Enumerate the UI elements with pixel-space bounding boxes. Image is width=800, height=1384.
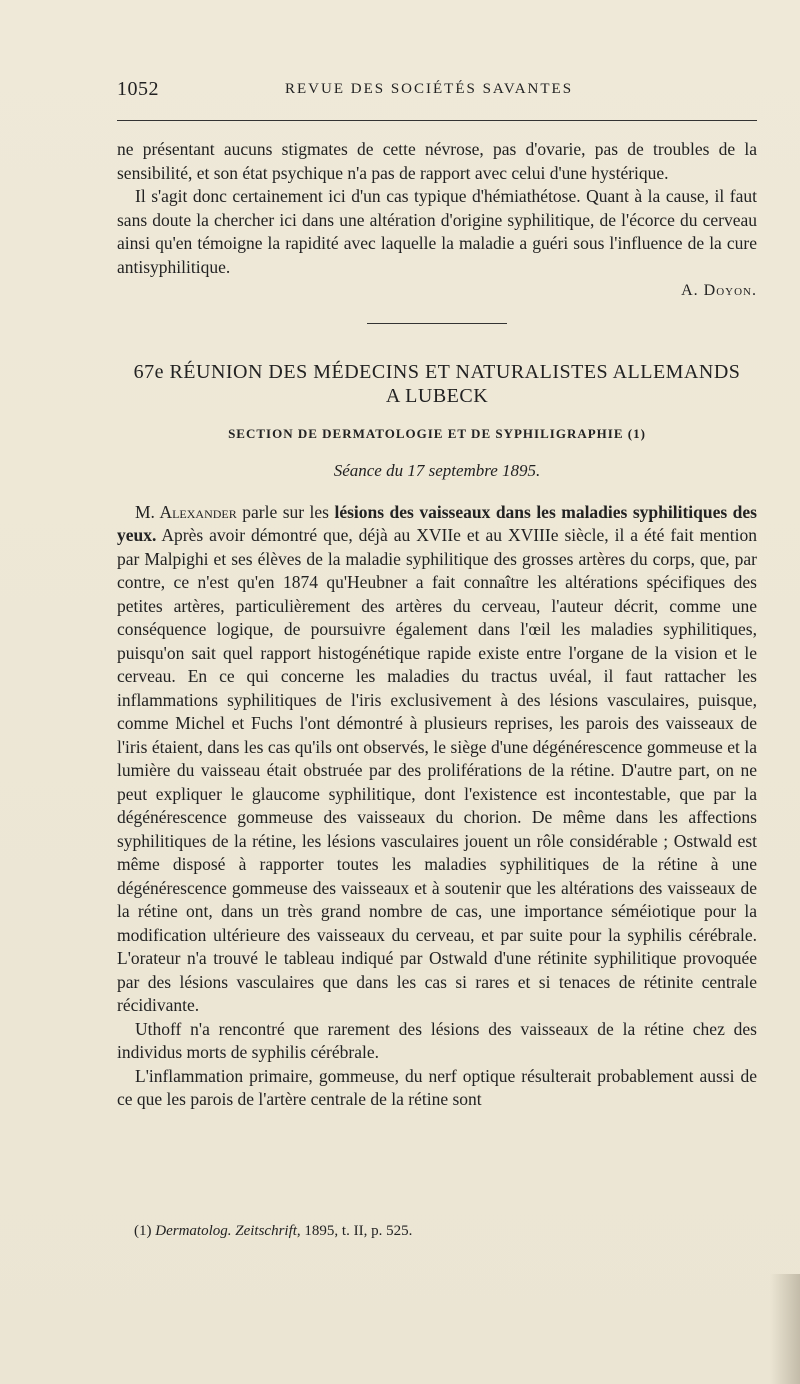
footnote	[134, 1223, 734, 1240]
section-title-line-1: 67e RÉUNION DES MÉDECINS ET NATURALISTES ALLEMANDS	[133, 360, 741, 383]
page-number: 1052	[117, 78, 159, 100]
footnote-journal: Dermatolog. Zeitschrift	[155, 1223, 297, 1239]
section-title-line-2: A LUBECK	[385, 384, 489, 407]
page-edge-shadow	[770, 1274, 800, 1384]
body-paragraph-3: L'inflammation primaire, gommeuse, du nerf optique résulterait probablement aussi de ce que les parois de l'artère centrale de la rétine sont	[117, 1065, 757, 1109]
text-column	[117, 138, 757, 1112]
section-subtitle: SECTION DE DERMATOLOGIE ET DE SYPHILIGRAPHIE (1)	[228, 425, 646, 441]
running-header	[117, 78, 757, 106]
author-signature: A. Doyon.	[681, 282, 757, 299]
section-divider	[367, 323, 507, 324]
footnote-reference: , 1895, t. II, p. 525.	[296, 1223, 413, 1239]
talk-topic: lésions des vaisseaux dans les maladies syphilitiques des yeux.	[117, 501, 757, 545]
speaker-verb: parle sur les	[236, 501, 335, 522]
section-title	[117, 360, 757, 408]
running-title: REVUE DES SOCIÉTÉS SAVANTES	[285, 81, 574, 97]
body-paragraph-2: Uthoff n'a rencontré que rarement des lésions des vaisseaux de la rétine chez des individus morts de syphilis cérébrale.	[117, 1018, 757, 1062]
speaker-name: M. Alexander	[135, 501, 237, 522]
header-rule	[117, 120, 757, 121]
intro-paragraph-1: ne présentant aucuns stigmates de cette névrose, pas d'ovarie, pas de troubles de la sensibilité, et son état psychique n'a pas de rapport avec celui d'une hystérique.	[117, 139, 757, 183]
body-paragraph-1	[117, 501, 757, 1018]
session-date: Séance du 17 septembre 1895.	[333, 461, 541, 480]
intro-paragraph-2: Il s'agit donc certainement ici d'un cas typique d'hémiathétose. Quant à la cause, il faut sans doute la chercher ici dans une altération d'origine syphilitique, de l'écorce du cerveau ainsi qu'en témoigne la rapidité avec laquelle la maladie a guéri sous l'influence de la cure antisyphilitique.	[117, 186, 757, 277]
footnote-marker: (1)	[134, 1223, 156, 1239]
paragraph-1-text: Après avoir démontré que, déjà au XVIIe et au XVIIIe siècle, il a été fait mention par Malpighi et ses élèves de la maladie syphilitique des grosses artères du corps, que, par contre, ce n'est qu'en 1874 qu'Heubner a fait connaître les altérations spécifiques des petites artères, particulièrement des artères du cerveau, l'auteur décrit, comme une conséquence logique, de poursuivre également dans l'œil les maladies syphilitiques, puisqu'on sait quel rapport histogénétique rapide existe entre l'organe de la vision et le cerveau. En ce qui concerne les maladies du tractus uvéal, il faut rattacher les inflammations syphilitiques de l'iris exclusivement à des lésions vasculaires, puisque, comme Michel et Fuchs l'ont démontré à plusieurs reprises, les parois des vaisseaux de l'iris étaient, dans les cas qu'ils ont observés, le siège d'une dégénérescence gommeuse et la lumière du vaisseau était obstruée par des proliférations de la rétine. D'autre part, on ne peut expliquer le glaucome syphilitique, dont l'existence est incontestable, que par la dégénérescence gommeuse des vaisseaux du chorion. De même dans les affections syphilitiques de la rétine, les lésions vasculaires jouent un rôle considérable ; Ostwald est même disposé à rapporter toutes les maladies syphilitiques de la rétine à une dégénérescence gommeuse des vaisseaux et à soutenir que les altérations des vaisseaux de la rétine ont, dans un très grand nombre de cas, une importance séméiotique pour la modification ultérieure des vaisseaux du cerveau, et par suite pour la syphilis cérébrale. L'orateur n'a trouvé le tableau indiqué par Ostwald d'une rétinite syphilitique provoquée par des lésions vasculaires que dans les cas si rares et si tenaces de rétinite centrale récidivante.	[117, 525, 757, 1015]
